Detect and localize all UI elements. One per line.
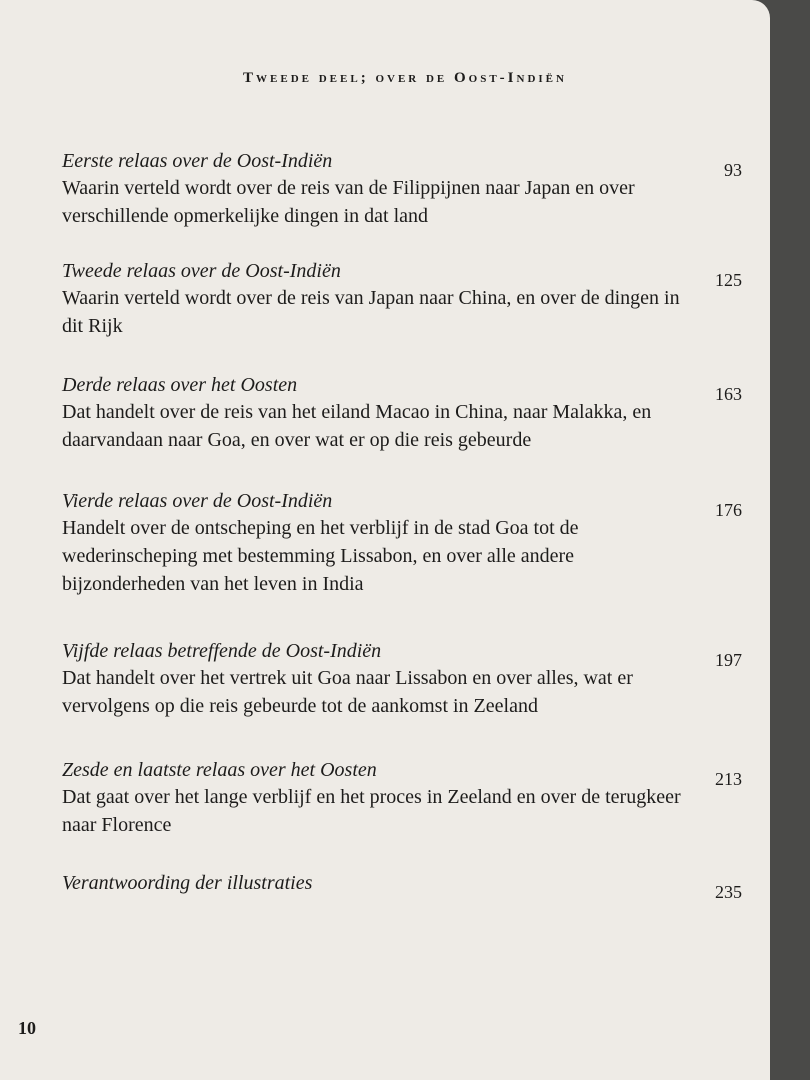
entry-page-number: 197 [715,650,742,670]
entry-title: Verantwoording der illustraties [62,872,313,894]
entry-page-number: 163 [715,384,742,404]
entry-description: Waarin verteld wordt over de reis van Japan naar China, en over de dingen in dit Rijk [62,287,680,337]
toc-entry-7 [62,870,742,902]
entry-title: Eerste relaas over de Oost-Indiën [62,150,333,172]
entry-title: Tweede relaas over de Oost-Indiën [62,260,341,282]
toc-entry-2 [62,258,742,340]
entry-title: Vierde relaas over de Oost-Indiën [62,490,333,512]
toc-entry-1 [62,148,742,230]
entry-title: Zesde en laatste relaas over het Oosten [62,759,377,781]
entry-title: Vijfde relaas betreffende de Oost-Indiën [62,640,382,662]
entry-description: Handelt over de ontscheping en het verblijf in de stad Goa tot de wederinscheping met bestemming Lissabon, en over alle andere bijzonderheden van het leven in India [62,517,579,595]
entry-title: Derde relaas over het Oosten [62,374,298,396]
toc-entry-4 [62,488,742,598]
entry-page-number: 125 [715,270,742,290]
entry-page-number: 213 [715,769,742,789]
entry-description: Dat handelt over de reis van het eiland Macao in China, naar Malakka, en daarvandaan naar Goa, en over wat er op die reis gebeurde [62,401,652,451]
toc-entry-6 [62,757,742,839]
entry-description: Dat gaat over het lange verblijf en het proces in Zeeland en over de terugkeer naar Florence [62,786,681,836]
section-header: Tweede deel; over de Oost-Indiën [243,70,567,86]
toc-entry-5 [62,638,742,720]
entry-description: Dat handelt over het vertrek uit Goa naar Lissabon en over alles, wat er vervolgens op die reis gebeurde tot de aankomst in Zeeland [62,667,633,717]
entry-page-number: 176 [715,500,742,520]
toc-entry-3 [62,372,742,454]
folio-page-number: 10 [18,1018,36,1038]
entry-description: Waarin verteld wordt over de reis van de Filippijnen naar Japan en over verschillende opmerkelijke dingen in dat land [62,177,635,227]
entry-page-number: 235 [715,882,742,902]
entry-page-number: 93 [724,160,742,180]
